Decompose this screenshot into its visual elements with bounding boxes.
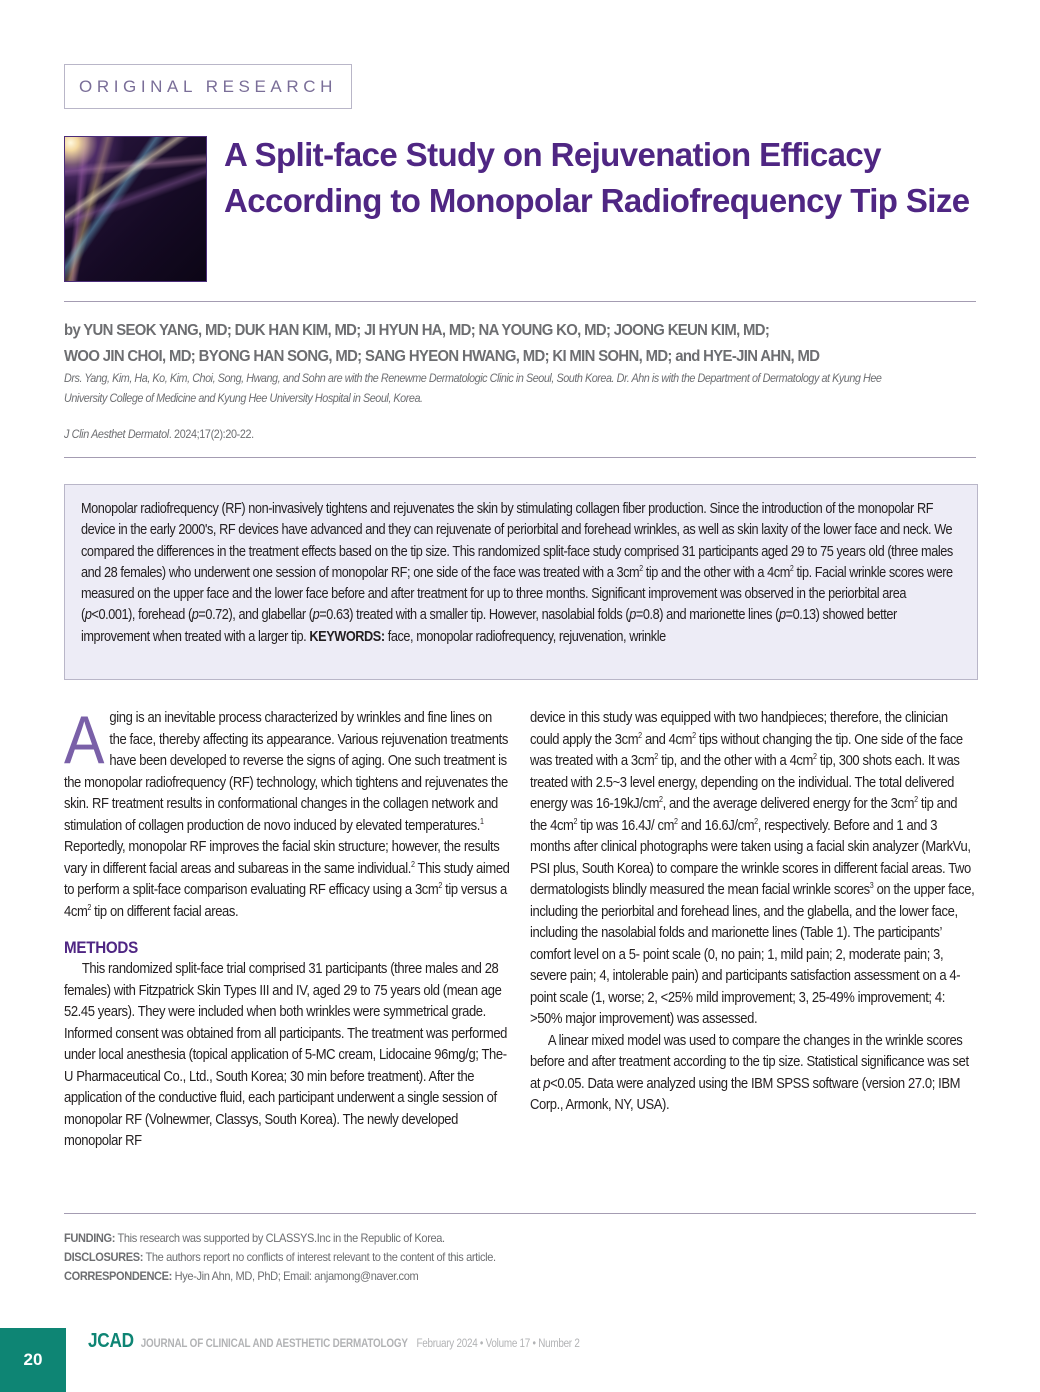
journal-footer <box>88 1330 580 1353</box>
affiliation-line-1: Drs. Yang, Kim, Ha, Ko, Kim, Choi, Song, Hwang, and Sohn are with the Renewme Dermatologic Clinic in Seoul, South Korea. Dr. Ahn is with the Department of Dermatology at Kyung Hee <box>64 371 882 385</box>
column-right <box>530 708 976 1117</box>
divider-citation <box>64 457 976 458</box>
keywords-label: KEYWORDS: <box>309 628 385 645</box>
section-label-box <box>64 64 352 109</box>
keywords: face, monopolar radiofrequency, rejuvenation, wrinkle <box>384 628 666 645</box>
citation-details: . 2024;17(2):20-22. <box>168 427 254 441</box>
divider-top <box>64 301 976 302</box>
journal-issue: February 2024 • Volume 17 • Number 2 <box>416 1338 580 1350</box>
section-label: ORIGINAL RESEARCH <box>79 76 337 96</box>
column-left <box>64 702 510 1153</box>
footnotes <box>64 1229 579 1286</box>
intro-paragraph: Aging is an inevitable process characterized by wrinkles and fine lines on the face, thereby affecting its appearance. Various rejuvenation treatments have been developed to reverse the signs of aging. One such treatment is the monopolar radiofrequency (RF) technology, which tightens and rejuvenates the skin. RF treatment results in conformational changes in the collagen network and stimulation of collagen production de novo induced by elevated temperatures.$^1$ Reportedly, monopolar RF improves the facial skin structure; however, the results vary in different facial areas and subareas in the same individual.$^2$ This study aimed to perform a split-face comparison evaluating RF efficacy using a $3cm^2$ tip versus a $4cm^2$ tip on different facial areas. <box>64 702 510 920</box>
methods-heading: METHODS <box>64 938 138 957</box>
journal-name: JOURNAL OF CLINICAL AND AESTHETIC DERMATOLOGY <box>140 1338 408 1350</box>
authors-line-1: by YUN SEOK YANG, MD; DUK HAN KIM, MD; JI HYUN HA, MD; NA YOUNG KO, MD; JOONG KEUN KIM, MD; <box>64 322 770 339</box>
affiliation-line-2: University College of Medicine and Kyung Hee University Hospital in Seoul, Korea. <box>64 391 423 405</box>
abstract-text: Monopolar radiofrequency (RF) non-invasively tightens and rejuvenates the skin by stimulating collagen fiber production. Since the introduction of the monopolar RF device in the early 2000's, RF devices have advanced and they can rejuvenate of periorbital and forehead wrinkles, as well as skin laxity of the lower face and neck. We compared the differences in the treatment effects based on the tip size. This randomized split-face study comprised 31 participants aged 29 to 75 years old (three males and 28 females) who underwent one session of monopolar RF; one side of the face was treated with a $3cm^2$ tip and the other with a $4cm^2$ tip. Facial wrinkle scores were measured on the upper face and the lower face before and after treatment for up to three months. Significant improvement was observed in the periorbital area (p<0.001), forehead (p=0.72), and glabellar (p=0.63) treated with a smaller tip. However, nasolabial folds (p=0.8) and marionette lines (p=0.13) showed better improvement when treated with a larger tip. KEYWORDS: face, monopolar radiofrequency, rejuvenation, wrinkle <box>81 501 953 645</box>
divider-footnotes <box>64 1213 976 1214</box>
correspondence-note: CORRESPONDENCE: Hye-Jin Ahn, MD, PhD; Email: anjamong@naver.com <box>64 1269 419 1283</box>
methods-paragraph-1: This randomized split-face trial comprised 31 participants (three males and 28 females) with Fitzpatrick Skin Types III and IV, aged 29 to 75 years old (mean age 52.45 years). They were included when both wrinkles were symmetrical grade. Informed consent was obtained from all participants. The treatment was performed under local anesthesia (topical application of 5-MC cream, Lidocaine 96mg/g; The-U Pharmaceutical Co., Ltd., South Korea; 30 min before treatment). After the application of the conductive fluid, each participant underwent a single session of monopolar RF (Volnewmer, Classys, South Korea). The newly developed monopolar RF <box>64 961 508 1149</box>
citation <box>64 427 254 441</box>
article-title <box>224 132 984 224</box>
disclosures-note: DISCLOSURES: The authors report no conflicts of interest relevant to the content of this article. <box>64 1250 496 1264</box>
title-line-2: According to Monopolar Radiofrequency Tip Size <box>224 182 970 219</box>
methods-paragraph-1-continued: device in this study was equipped with two handpieces; therefore, the clinician could apply the $3cm^2$ and $4cm^2$ tips without changing the tip. One side of the face was treated with a $3cm^2$ tip, and the other with a $4cm^2$ tip, 300 shots each. It was treated with 2.5~3 level energy, depending on the individual. The total delivered energy was $16-19kJ/cm^2$, and the average delivered energy for the $3cm^2$ tip and the $4cm^2$ tip was 16.4J/ $cm^2$ and $16.6J/cm^2$, respectively. Before and 1 and 3 months after clinical photographs were taken using a facial skin analyzer (MarkVu, PSI plus, South Korea) to compare the wrinkle scores in different facial areas. Two dermatologists blindly measured the mean facial wrinkle scores$^3$ on the upper face, including the periorbital and forehead lines, and the glabella, and the lower face, including the nasolabial folds and marionette lines (Table 1). The participants’ comfort level on a 5- point scale (0, no pain; 1, mild pain; 2, moderate pain; 3, severe pain; 4, intolerable pain) and participants satisfaction assessment on a 4-point scale (1, worse; 2, <25% mild improvement; 3, 25-49% improvement; 4: >50% major improvement) was assessed. <box>530 710 975 1027</box>
title-line-1: A Split-face Study on Rejuvenation Efficacy <box>224 136 881 173</box>
page-number: 20 <box>23 1350 43 1369</box>
journal-logo: JCAD <box>88 1330 134 1352</box>
abstract-box <box>64 484 978 680</box>
article-hero-image <box>64 136 207 282</box>
drop-cap: A <box>64 702 105 778</box>
authors-line-2: WOO JIN CHOI, MD; BYONG HAN SONG, MD; SANG HYEON HWANG, MD; KI MIN SOHN, MD; and HYE-JIN AHN, MD <box>64 348 820 365</box>
citation-journal: J Clin Aesthet Dermatol <box>64 427 169 441</box>
methods-paragraph-2: A linear mixed model was used to compare the changes in the wrinkle scores before and after treatment according to the tip size. Statistical significance was set at p<0.05. Data were analyzed using the IBM SPSS software (version 27.0; IBM Corp., Armonk, NY, USA). <box>530 1032 969 1113</box>
affiliations <box>64 368 928 408</box>
author-list <box>64 318 920 370</box>
page-number-box <box>0 1328 66 1392</box>
funding-note: FUNDING: This research was supported by CLASSYS.Inc in the Republic of Korea. <box>64 1231 445 1245</box>
